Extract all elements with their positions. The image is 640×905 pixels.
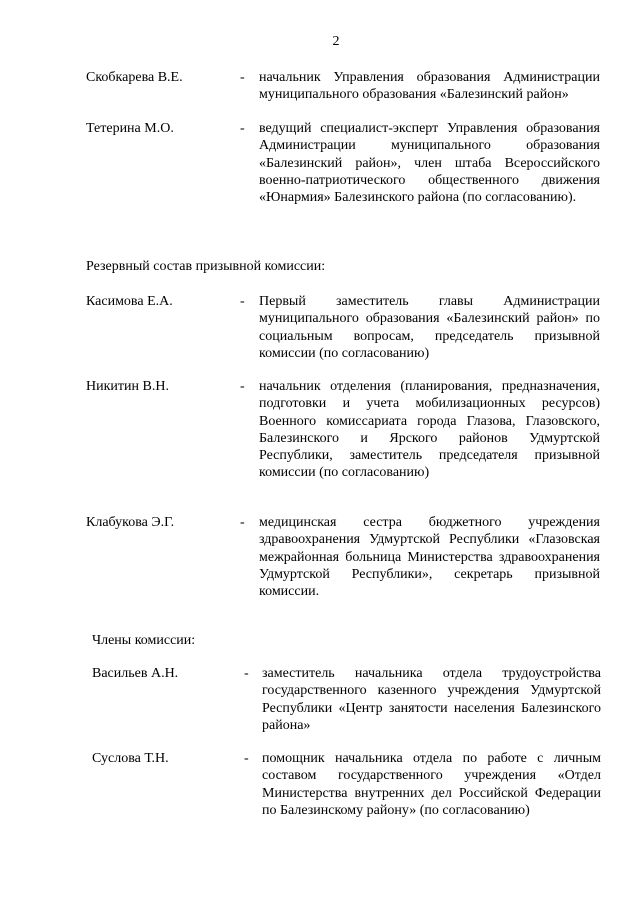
member-position: медицинская сестра бюджетного учреждения здравоохранения Удмуртской Республики «Глазовская межрайонная больница Министерства здравоохранения Удмуртской Республики», секретарь призывной комиссии.	[259, 515, 600, 600]
dash-separator: -	[240, 121, 245, 136]
dash-separator: -	[244, 666, 249, 681]
member-position: заместитель начальника отдела трудоустройства государственного казенного учреждения Удмуртской Республики «Центр занятости населения Балезинского района»	[262, 666, 601, 733]
member-position: начальник отделения (планирования, предназначения, подготовки и учета мобилизационных ресурсов) Военного комиссариата города Глазова, Глазовского, Балезинского и Ярского районов Удмуртской Республики, заместитель председателя призывной комиссии (по согласованию)	[259, 379, 600, 481]
dash-separator: -	[240, 379, 245, 394]
member-name: Касимова Е.А.	[86, 294, 173, 309]
member-name: Никитин В.Н.	[86, 379, 169, 394]
member-name: Суслова Т.Н.	[92, 751, 169, 766]
member-position: начальник Управления образования Администрации муниципального образования «Балезинский район»	[259, 70, 600, 103]
reserve-section-heading: Резервный состав призывной комиссии:	[86, 259, 326, 274]
member-name: Васильев А.Н.	[92, 666, 179, 681]
member-position: ведущий специалист-эксперт Управления образования Администрации муниципального образования «Балезинский район», член штаба Всероссийского военно-патриотического общественного движения «Юнармия» Балезинского района (по согласованию).	[259, 121, 600, 206]
member-position: Первый заместитель главы Администрации муниципального образования «Балезинский район» по социальным вопросам, председатель призывной комиссии (по согласованию)	[259, 294, 600, 361]
members-section-heading: Члены комиссии:	[92, 633, 196, 648]
dash-separator: -	[240, 515, 245, 530]
dash-separator: -	[240, 294, 245, 309]
dash-separator: -	[244, 751, 249, 766]
member-name: Скобкарева В.Е.	[86, 70, 183, 85]
member-position: помощник начальника отдела по работе с личным составом государственного учреждения «Отдел Министерства внутренних дел Российской Федерации по Балезинскому району» (по согласованию)	[262, 751, 601, 818]
member-name: Клабукова Э.Г.	[86, 515, 175, 530]
member-name: Тетерина М.О.	[86, 121, 174, 136]
page-number: 2	[332, 34, 340, 49]
dash-separator: -	[240, 70, 245, 85]
